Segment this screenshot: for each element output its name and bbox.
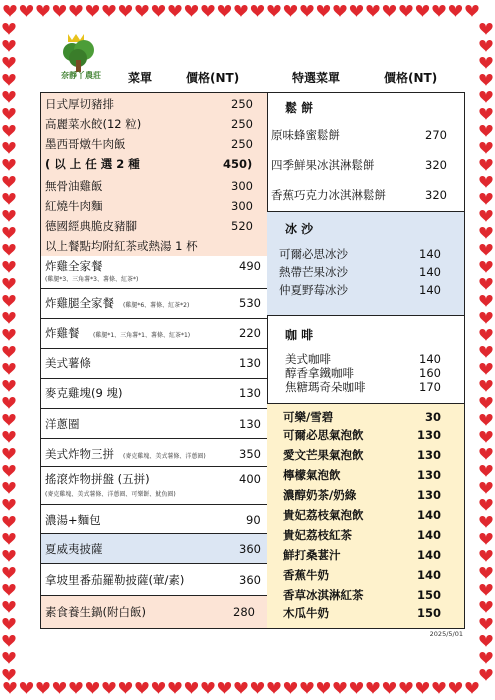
heart-icon — [2, 57, 15, 69]
drink-name: 木瓜牛奶 — [283, 606, 329, 620]
heart-icon — [479, 516, 492, 528]
heart-icon — [479, 448, 492, 460]
heart-icon — [366, 5, 379, 17]
item-price: 130 — [239, 356, 261, 370]
heart-icon — [119, 5, 132, 17]
drink-name: 香蕉牛奶 — [283, 568, 329, 582]
heart-icon — [2, 312, 15, 324]
item-sub: (雞腿*3、三角薯*3、薯條、紅茶*) — [45, 276, 139, 283]
heart-icon — [479, 584, 492, 596]
heart-icon — [2, 618, 15, 630]
heart-icon — [2, 652, 15, 664]
heart-icon — [479, 244, 492, 256]
table-row — [41, 595, 267, 628]
heart-icon — [300, 5, 313, 17]
item-price: 280 — [233, 605, 255, 619]
heart-icon — [479, 108, 492, 120]
heart-icon — [185, 682, 198, 694]
item-price: 90 — [246, 513, 261, 527]
heart-icon — [102, 5, 115, 17]
heart-icon — [366, 682, 379, 694]
item-name: 洋蔥圈 — [45, 417, 80, 431]
heart-icon — [479, 227, 492, 239]
heart-icon — [86, 5, 99, 17]
heart-icon — [2, 244, 15, 256]
heart-icon — [479, 550, 492, 562]
heart-icon — [479, 295, 492, 307]
item-name: 素食養生鍋(附白飯) — [45, 605, 146, 619]
item-price: 360 — [239, 542, 261, 556]
heart-icon — [432, 682, 445, 694]
heart-icon — [267, 5, 280, 17]
heart-icon — [69, 682, 82, 694]
heart-icon — [350, 682, 363, 694]
heart-icon — [479, 431, 492, 443]
heart-icon — [2, 159, 15, 171]
drink-price: 130 — [417, 468, 442, 482]
item-name: 炸雞餐 — [45, 326, 80, 340]
menu-table — [40, 92, 465, 629]
item-sub: (雞腿*1、三角薯*1、薯條、紅茶*1) — [93, 332, 191, 339]
heart-icon — [333, 5, 346, 17]
table-row — [41, 348, 267, 378]
heart-icon — [479, 125, 492, 137]
item-sub: (麥克雞塊、美式薯條、洋蔥圈、可樂餅、魷魚圈) — [45, 491, 176, 498]
drink-name: 可爾必思氣泡飲 — [283, 428, 364, 442]
heart-icon — [20, 5, 33, 17]
heart-icon — [201, 5, 214, 17]
heart-icon — [218, 5, 231, 17]
drink-price: 140 — [417, 568, 442, 582]
heart-icon — [102, 682, 115, 694]
heart-icon — [2, 142, 15, 154]
heart-icon — [36, 682, 49, 694]
item-price: 350 — [239, 447, 261, 461]
item-price: 220 — [239, 326, 261, 340]
logo-text: 奈靜丫農莊 — [61, 71, 101, 80]
heart-icon — [479, 23, 492, 35]
heart-icon — [479, 482, 492, 494]
drink-name: 愛文芒果氣泡飲 — [283, 448, 364, 462]
drinks-block — [267, 403, 464, 628]
item-name: 炸雞腿全家餐 — [45, 296, 114, 310]
smoothie-block: 冰 沙 可爾必思冰沙 140 熱帶芒果冰沙 140 仲夏野莓冰沙 140 — [267, 211, 464, 315]
heart-icon — [2, 125, 15, 137]
heart-icon — [399, 5, 412, 17]
heart-icon — [2, 550, 15, 562]
heart-icon — [465, 682, 478, 694]
heart-icon — [2, 601, 15, 613]
heart-icon — [479, 329, 492, 341]
heart-icon — [2, 227, 15, 239]
heart-icon — [2, 567, 15, 579]
heart-icon — [2, 499, 15, 511]
drink-price: 140 — [417, 508, 442, 522]
heart-icon — [333, 682, 346, 694]
heart-icon — [2, 295, 15, 307]
heart-icon — [479, 193, 492, 205]
heart-icon — [350, 5, 363, 17]
set-meal-block: 日式厚切豬排 250 高麗菜水餃(12 粒) 250 墨西哥燉牛肉飯 250 ( 以 上 任 選 2 種 450) 無骨油雞飯 300 紅燒牛肉麵 300 德國經典脆皮豬腳 520 以上餐點均附紅茶或熱湯 1 杯 — [41, 93, 267, 256]
drink-name: 貴妃荔枝氣泡飲 — [283, 508, 364, 522]
heart-icon — [2, 584, 15, 596]
heart-icon — [119, 682, 132, 694]
heart-icon — [479, 261, 492, 273]
heart-icon — [432, 5, 445, 17]
drink-name: 可樂/雪碧 — [283, 410, 334, 424]
heart-icon — [2, 329, 15, 341]
heart-icon — [152, 682, 165, 694]
heart-icon — [135, 682, 148, 694]
drink-price: 140 — [417, 528, 442, 542]
heart-icon — [135, 5, 148, 17]
table-row — [41, 408, 267, 438]
heart-icon — [479, 669, 492, 681]
heart-icon — [465, 5, 478, 17]
item-price: 530 — [239, 296, 261, 310]
header-menu: 菜單 — [128, 71, 153, 85]
right-column — [267, 93, 464, 628]
item-price: 490 — [239, 259, 261, 273]
heart-icon — [2, 397, 15, 409]
heart-icon — [2, 431, 15, 443]
table-row — [41, 563, 267, 595]
heart-icon — [2, 516, 15, 528]
item-name: 麥克雞塊(9 塊) — [45, 386, 123, 400]
heart-icon — [168, 682, 181, 694]
heart-icon — [479, 414, 492, 426]
item-name: 拿坡里番茄羅勒披薩(葷/素) — [45, 573, 185, 587]
heart-icon — [152, 5, 165, 17]
heart-icon — [300, 682, 313, 694]
drink-name: 貴妃荔枝紅茶 — [283, 528, 352, 542]
item-price: 130 — [239, 417, 261, 431]
left-column — [41, 93, 268, 628]
heart-icon — [479, 533, 492, 545]
heart-icon — [479, 176, 492, 188]
heart-icon — [383, 5, 396, 17]
heart-icon — [479, 363, 492, 375]
item-sub: (麥克雞塊、美式薯條、洋蔥圈) — [123, 453, 206, 460]
heart-icon — [53, 5, 66, 17]
date-label: 2025/5/01 — [429, 630, 463, 638]
heart-icon — [479, 567, 492, 579]
table-row — [41, 438, 267, 466]
heart-icon — [479, 397, 492, 409]
item-name: 炸雞全家餐 — [45, 259, 103, 273]
item-price: 360 — [239, 573, 261, 587]
heart-icon — [2, 346, 15, 358]
heart-icon — [86, 682, 99, 694]
heart-icon — [479, 499, 492, 511]
heart-icon — [479, 159, 492, 171]
heart-icon — [2, 363, 15, 375]
heart-icon — [2, 380, 15, 392]
item-name: 夏威夷披薩 — [45, 542, 103, 556]
heart-icon — [479, 91, 492, 103]
heart-icon — [416, 682, 429, 694]
heart-icon — [201, 682, 214, 694]
table-row — [41, 378, 267, 408]
heart-icon — [479, 74, 492, 86]
drink-name: 檸檬氣泡飲 — [283, 468, 341, 482]
table-row — [41, 504, 267, 533]
item-name: 美式炸物三拼 — [45, 447, 114, 461]
coffee-title: 咖 啡 — [285, 328, 314, 342]
heart-icon — [2, 261, 15, 273]
coffee-block: 咖 啡 美式咖啡 140 醇香拿鐵咖啡 160 焦糖瑪奇朵咖啡 170 — [267, 315, 464, 403]
heart-icon — [2, 23, 15, 35]
heart-icon — [36, 5, 49, 17]
waffle-block: 鬆 餅 原味蜂蜜鬆餅 270 四季鮮果冰淇淋鬆餅 320 香蕉巧克力冰淇淋鬆餅 320 — [271, 101, 447, 202]
heart-icon — [479, 278, 492, 290]
heart-icon — [218, 682, 231, 694]
heart-icon — [284, 5, 297, 17]
heart-icon — [2, 176, 15, 188]
heart-icon — [2, 108, 15, 120]
heart-icon — [69, 5, 82, 17]
drink-price: 130 — [417, 428, 442, 442]
drink-price: 130 — [417, 488, 442, 502]
heart-icon — [251, 5, 264, 17]
heart-icon — [317, 5, 330, 17]
heart-icon — [2, 74, 15, 86]
drink-price: 150 — [417, 588, 442, 602]
heart-icon — [479, 465, 492, 477]
table-row — [41, 318, 267, 348]
heart-icon — [2, 533, 15, 545]
heart-icon — [2, 210, 15, 222]
header-price-2: 價格(NT) — [384, 71, 438, 85]
heart-icon — [479, 635, 492, 647]
heart-icon — [284, 682, 297, 694]
heart-icon — [399, 682, 412, 694]
heart-icon — [479, 312, 492, 324]
heart-icon — [479, 142, 492, 154]
heart-icon — [2, 40, 15, 52]
heart-icon — [267, 682, 280, 694]
drink-name: 鮮打桑葚汁 — [283, 548, 341, 562]
heart-icon — [251, 682, 264, 694]
header-price: 價格(NT) — [186, 71, 240, 85]
item-sub: (雞腿*6、薯條、紅茶*2) — [123, 302, 190, 309]
drink-name: 香草冰淇淋紅茶 — [283, 588, 364, 602]
item-name: 搖滾炸物拼盤 (五拼) — [45, 472, 150, 486]
heart-icon — [479, 210, 492, 222]
drink-price: 140 — [417, 548, 442, 562]
heart-icon — [479, 380, 492, 392]
heart-icon — [234, 5, 247, 17]
heart-icon — [2, 91, 15, 103]
item-name: 濃湯+麵包 — [45, 513, 101, 527]
item-name: 美式薯條 — [45, 356, 91, 370]
heart-icon — [3, 682, 16, 694]
heart-icon — [2, 635, 15, 647]
heart-icon — [2, 193, 15, 205]
heart-icon — [479, 652, 492, 664]
drink-price: 30 — [425, 410, 442, 424]
heart-icon — [2, 482, 15, 494]
heart-icon — [2, 669, 15, 681]
heart-icon — [449, 682, 462, 694]
drink-name: 濃醇奶茶/奶綠 — [283, 488, 357, 502]
heart-icon — [479, 618, 492, 630]
heart-icon — [416, 5, 429, 17]
heart-icon — [479, 601, 492, 613]
heart-icon — [383, 682, 396, 694]
table-row — [41, 466, 267, 504]
heart-icon — [2, 465, 15, 477]
item-price: 130 — [239, 386, 261, 400]
heart-icon — [2, 414, 15, 426]
heart-icon — [479, 40, 492, 52]
heart-icon — [479, 57, 492, 69]
smoothie-title: 冰 沙 — [285, 222, 314, 236]
drink-price: 150 — [417, 606, 442, 620]
heart-icon — [168, 5, 181, 17]
heart-icon — [2, 278, 15, 290]
drink-price: 130 — [417, 448, 442, 462]
waffle-title: 鬆 餅 — [285, 101, 314, 115]
table-row — [41, 256, 267, 288]
heart-icon — [479, 346, 492, 358]
heart-icon — [317, 682, 330, 694]
heart-icon — [2, 448, 15, 460]
header-special: 特選菜單 — [292, 71, 341, 85]
table-row — [41, 533, 267, 563]
heart-icon — [3, 5, 16, 17]
table-row — [41, 288, 267, 318]
heart-icon — [185, 5, 198, 17]
heart-icon — [449, 5, 462, 17]
heart-icon — [234, 682, 247, 694]
heart-icon — [20, 682, 33, 694]
heart-icon — [53, 682, 66, 694]
item-price: 400 — [239, 472, 261, 486]
